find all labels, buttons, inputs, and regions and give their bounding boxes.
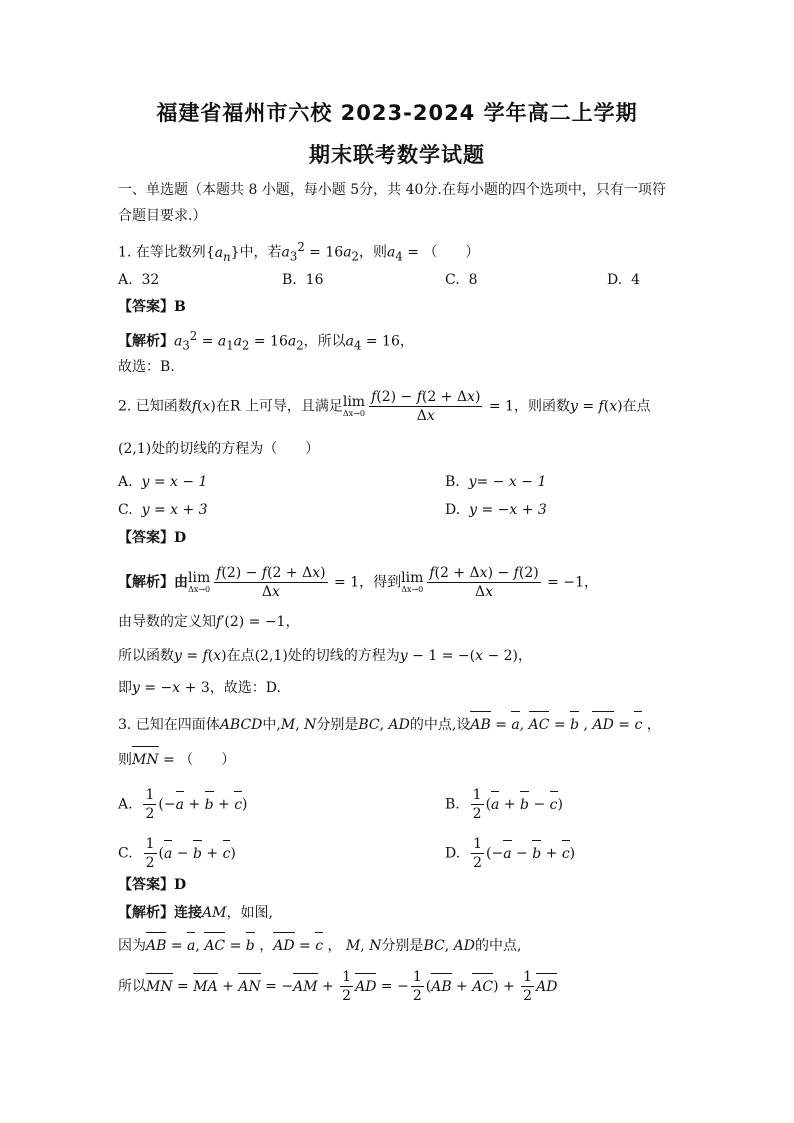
q3-analysis: 【解析】连接AM，如图, bbox=[118, 905, 273, 921]
q3-stem: 3. 已知在四面体ABCD中,M, N分别是BC, AD的中点,设AB = a, AC = b , AD = c ， bbox=[118, 709, 661, 735]
q2-option-c: C. y = x + 3 bbox=[118, 502, 208, 518]
q3-option-d: D. $\frac{1}{2}$ (−a − b + c) bbox=[445, 836, 576, 871]
q1-option-c: C. 8 bbox=[445, 272, 478, 288]
q1-choice: 故选：B. bbox=[118, 359, 175, 375]
q1-option-a: A. 32 bbox=[118, 272, 160, 288]
q1-option-d: D. 4 bbox=[607, 272, 641, 288]
q3-option-c: C. $\frac{1}{2}$ (a − b + c) bbox=[118, 836, 236, 871]
q2-option-b: B. y= − x − 1 bbox=[445, 474, 547, 490]
q2-analysis-3: 所以函数y = f(x)在点(2,1)处的切线的方程为y − 1 = −(x − 2)， bbox=[118, 648, 532, 664]
q3-option-b: B. $\frac{1}{2}$ (a + b − c) bbox=[445, 787, 563, 822]
q3-answer: 【答案】D bbox=[118, 877, 187, 893]
q2-analysis-4: 即y = −x + 3，故选：D. bbox=[118, 680, 281, 696]
q2-analysis-2: 由导数的定义知f′(2) = −1， bbox=[118, 614, 300, 630]
q3-because: 因为AB = a, AC = b ，AD = c ， M, N分别是BC, AD的中点, bbox=[118, 930, 521, 956]
q1-answer: 【答案】B bbox=[118, 299, 186, 315]
q2-stem-cont: (2,1)处的切线的方程为（ ） bbox=[118, 441, 320, 457]
page-subtitle: 期末联考数学试题 bbox=[309, 143, 485, 167]
q3-stem-cont: 则MN = （ ） bbox=[118, 744, 235, 770]
q1-stem: 1. 在等比数列$\{a_n\}$中，若$a_3^2 = 16a_2$，则$a_4$ = （ ） bbox=[118, 240, 480, 264]
q2-option-a: A. y = x − 1 bbox=[118, 474, 208, 490]
q1-option-b: B. 16 bbox=[282, 272, 324, 288]
q2-option-d: D. y = −x + 3 bbox=[445, 502, 547, 518]
page-title: 福建省福州市六校 2023-2024 学年高二上学期 bbox=[156, 101, 638, 125]
section-heading: 一、单选题（本题共 8 小题，每小题 5分，共 40分.在每小题的四个选项中，只有一项符 bbox=[118, 182, 666, 198]
section-heading-cont: 合题目要求.） bbox=[118, 208, 207, 224]
q2-stem: 2. 已知函数f(x)在R 上可导，且满足lim Δx→0 $\frac{f(2) - f(2 + \Delta x)}{\Delta x}$ = 1，则函数y = f(x)在点 bbox=[118, 389, 651, 424]
q3-option-a: A. $\frac{1}{2}$ (−a + b + c) bbox=[118, 787, 248, 822]
q1-analysis: 【解析】$a_3^2 = a_1a_2 = 16a_2$，所以$a_4 = 16$， bbox=[118, 329, 414, 353]
q2-analysis: 【解析】由lim Δx→0 $\frac{f(2) - f(2 + \Delta x)}{\Delta x}$ = 1，得到lim Δx→0 $\frac{f(2 + \Delta x) - f(2)}{\Delta x}$ = −1， bbox=[118, 565, 598, 600]
q2-answer: 【答案】D bbox=[118, 530, 187, 546]
q3-so: 所以MN = MA + AN = −AM + $\frac{1}{2}$ AD = − $\frac{1}{2}$ (AB + AC) + $\frac{1}{2}$ AD bbox=[118, 969, 558, 1004]
